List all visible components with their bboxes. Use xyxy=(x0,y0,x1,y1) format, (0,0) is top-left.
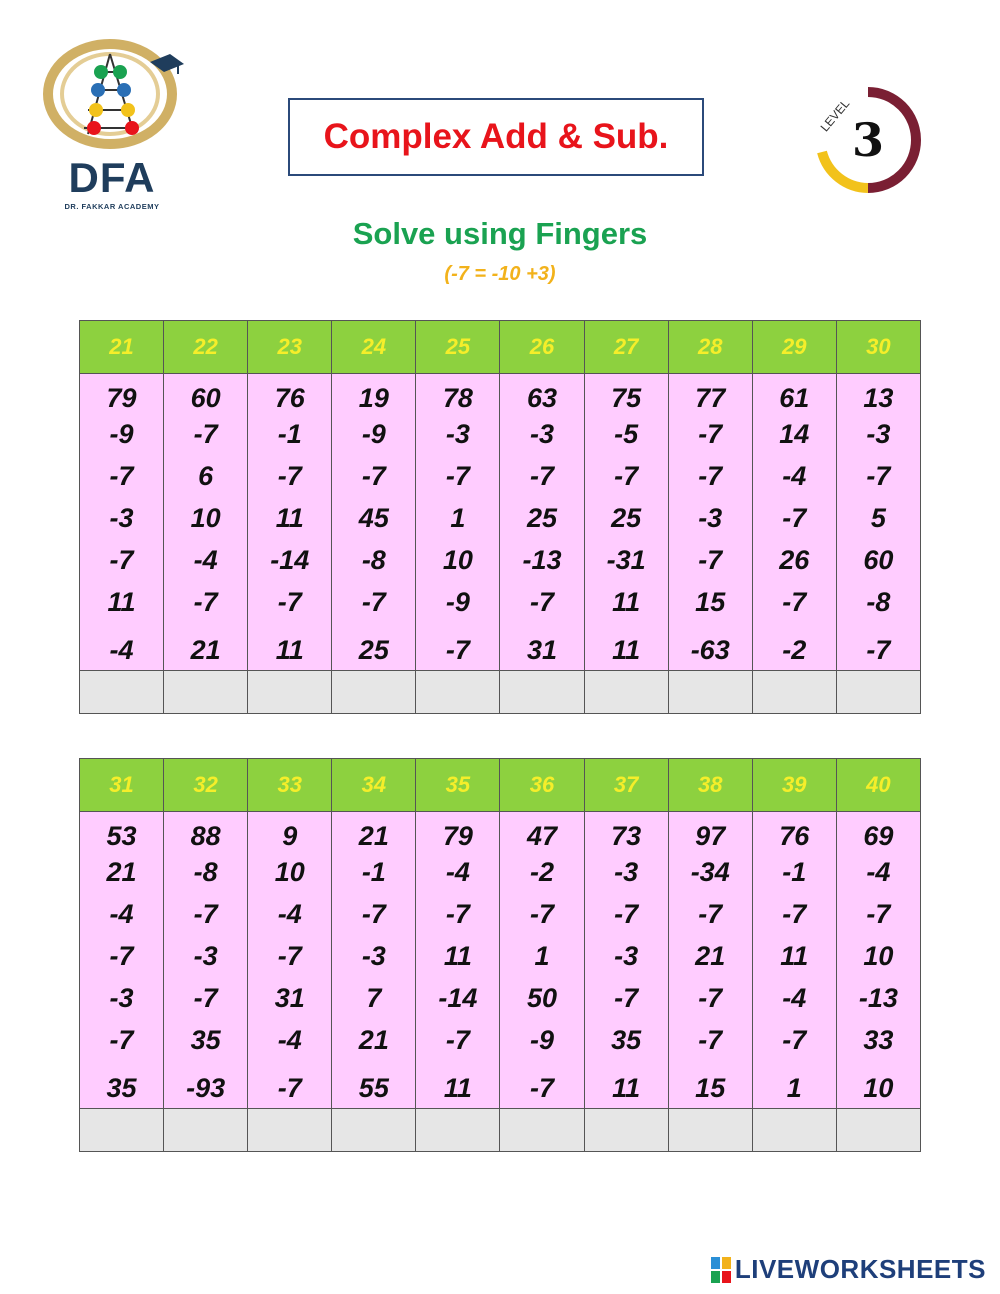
problem-number: -9 xyxy=(109,419,134,449)
problem-number: 11 xyxy=(780,941,809,971)
problem-number: -7 xyxy=(530,899,555,929)
problem-number: 50 xyxy=(526,983,558,1013)
problem-number: -63 xyxy=(690,635,730,665)
column-header: 31 xyxy=(80,759,164,812)
problem-number: 25 xyxy=(526,503,558,533)
problem-number: -7 xyxy=(698,545,723,575)
problem-number: -7 xyxy=(277,941,302,971)
problem-number: -7 xyxy=(109,461,134,491)
problem-number: -34 xyxy=(690,857,730,887)
column-header: 29 xyxy=(752,321,836,374)
problem-column xyxy=(837,812,920,1108)
problem-number: -7 xyxy=(614,461,639,491)
problem-number: 47 xyxy=(526,821,558,851)
problem-number: -4 xyxy=(782,461,807,491)
answer-field[interactable] xyxy=(836,671,920,714)
problem-number: -14 xyxy=(438,983,478,1013)
column-header: 28 xyxy=(668,321,752,374)
problem-number: 75 xyxy=(611,383,642,413)
problem-number: -7 xyxy=(361,461,386,491)
answer-field[interactable] xyxy=(80,671,164,714)
problem-number: 61 xyxy=(779,383,810,413)
answer-field[interactable] xyxy=(416,1109,500,1152)
problem-column xyxy=(585,374,668,670)
worksheet-table-2 xyxy=(79,758,921,1152)
footer-brand[interactable] xyxy=(711,1254,986,1285)
problem-number: 11 xyxy=(275,503,304,533)
problem-number: -8 xyxy=(361,545,386,575)
answer-field[interactable] xyxy=(332,1109,416,1152)
problem-number: -3 xyxy=(614,857,639,887)
problem-number: -3 xyxy=(445,419,470,449)
level-label: LEVEL xyxy=(817,96,853,135)
answer-field[interactable] xyxy=(836,1109,920,1152)
problem-number: -7 xyxy=(193,899,218,929)
problem-number: 11 xyxy=(107,587,136,617)
problem-number: -93 xyxy=(186,1073,226,1103)
answer-field[interactable] xyxy=(332,671,416,714)
footer-brand-text: LIVEWORKSHEETS xyxy=(734,1254,986,1284)
column-header: 38 xyxy=(668,759,752,812)
problem-column xyxy=(416,374,499,670)
column-header: 33 xyxy=(248,759,332,812)
answer-field[interactable] xyxy=(248,671,332,714)
problem-number: 10 xyxy=(863,1073,894,1103)
problem-column xyxy=(248,374,331,670)
problem-number: 33 xyxy=(863,1025,894,1055)
problem-column xyxy=(500,374,583,670)
problem-number: 79 xyxy=(106,383,137,413)
problem-number: 60 xyxy=(190,383,221,413)
problem-column xyxy=(753,374,836,670)
problem-number: 25 xyxy=(358,635,389,665)
problem-number: -3 xyxy=(614,941,639,971)
problem-column xyxy=(669,812,752,1108)
problem-number: -7 xyxy=(193,983,218,1013)
instruction-subtitle: Solve using Fingers xyxy=(352,216,648,251)
problem-number: -4 xyxy=(193,545,218,575)
problem-number: -4 xyxy=(866,857,891,887)
problem-number: 26 xyxy=(779,545,810,575)
problem-number: -4 xyxy=(277,1025,302,1055)
answer-field[interactable] xyxy=(164,1109,248,1152)
problem-number: 55 xyxy=(358,1073,389,1103)
problem-number: -3 xyxy=(361,941,386,971)
problem-number: -7 xyxy=(698,419,723,449)
problem-number: 6 xyxy=(198,461,214,491)
column-header: 40 xyxy=(836,759,920,812)
problem-number: -1 xyxy=(782,857,807,887)
column-header: 26 xyxy=(500,321,584,374)
column-header: 36 xyxy=(500,759,584,812)
problem-number: -3 xyxy=(109,983,134,1013)
logo-subtitle: DR. FAKKAR ACADEMY xyxy=(64,202,160,211)
problem-number: -5 xyxy=(614,419,639,449)
answer-field[interactable] xyxy=(752,1109,836,1152)
problem-number: -8 xyxy=(866,587,891,617)
problem-number: -7 xyxy=(109,1025,134,1055)
logo-wordmark: DFA xyxy=(68,154,156,201)
problem-number: -7 xyxy=(361,587,386,617)
answer-field[interactable] xyxy=(248,1109,332,1152)
column-header: 34 xyxy=(332,759,416,812)
problem-column xyxy=(332,374,415,670)
problem-number: 77 xyxy=(695,383,726,413)
answer-field[interactable] xyxy=(500,1109,584,1152)
problem-number: 11 xyxy=(443,1073,472,1103)
problem-number: -7 xyxy=(109,941,134,971)
problem-number: 11 xyxy=(443,941,472,971)
answer-field[interactable] xyxy=(668,671,752,714)
column-header: 21 xyxy=(80,321,164,374)
column-header: 27 xyxy=(584,321,668,374)
problem-number: 11 xyxy=(612,1073,641,1103)
instruction-hint: (-7 = -10 +3) xyxy=(444,263,556,285)
brain-abacus-icon xyxy=(38,32,186,152)
level-badge xyxy=(812,84,924,196)
column-header: 23 xyxy=(248,321,332,374)
problem-number: 21 xyxy=(695,941,726,971)
problem-number: -7 xyxy=(698,461,723,491)
answer-row xyxy=(80,1109,921,1152)
problem-number: 21 xyxy=(190,635,221,665)
worksheet-table-1 xyxy=(79,320,921,714)
problem-number: -4 xyxy=(782,983,807,1013)
column-header: 37 xyxy=(584,759,668,812)
problem-number: -3 xyxy=(193,941,218,971)
problem-number: 76 xyxy=(274,383,305,413)
answer-field[interactable] xyxy=(584,671,668,714)
answer-row xyxy=(80,671,921,714)
problem-number: -7 xyxy=(698,899,723,929)
column-header: 22 xyxy=(164,321,248,374)
problem-number: -4 xyxy=(445,857,470,887)
problem-number: 21 xyxy=(358,1025,389,1055)
problem-number: -7 xyxy=(866,899,891,929)
problem-number: -3 xyxy=(866,419,891,449)
problem-number: 45 xyxy=(358,503,389,533)
page-title-text: Complex Add & Sub. xyxy=(323,117,669,156)
problem-number: -2 xyxy=(530,857,555,887)
problem-number: -9 xyxy=(361,419,386,449)
problem-number: -1 xyxy=(361,857,386,887)
problem-number: 7 xyxy=(366,983,382,1013)
problem-number: 21 xyxy=(358,821,389,851)
problem-number: 88 xyxy=(190,821,221,851)
problem-number: 97 xyxy=(695,821,726,851)
problem-number: 5 xyxy=(870,503,886,533)
problem-number: 25 xyxy=(611,503,642,533)
table-header-row xyxy=(80,321,921,374)
problem-number: -9 xyxy=(445,587,470,617)
problem-column xyxy=(80,812,163,1108)
column-header: 39 xyxy=(752,759,836,812)
problem-number: -13 xyxy=(522,545,562,575)
problem-number: -7 xyxy=(277,587,302,617)
problem-number: -4 xyxy=(109,635,134,665)
problem-number: 31 xyxy=(274,983,305,1013)
problem-number: -7 xyxy=(698,983,723,1013)
problem-number: 79 xyxy=(442,821,473,851)
problem-column xyxy=(500,812,583,1108)
table-header-row xyxy=(80,759,921,812)
problem-column xyxy=(416,812,499,1108)
problem-column xyxy=(753,812,836,1108)
page-title xyxy=(288,98,704,176)
problem-number: -7 xyxy=(530,1073,555,1103)
problem-number: 31 xyxy=(526,635,558,665)
problem-column xyxy=(585,812,668,1108)
problem-number: -7 xyxy=(782,1025,807,1055)
column-header: 24 xyxy=(332,321,416,374)
answer-field[interactable] xyxy=(752,671,836,714)
problem-row xyxy=(80,812,921,1109)
problem-number: 78 xyxy=(442,383,473,413)
problem-number: -2 xyxy=(782,635,807,665)
problem-number: 76 xyxy=(779,821,810,851)
answer-field[interactable] xyxy=(668,1109,752,1152)
problem-number: 1 xyxy=(534,941,550,971)
problem-number: -14 xyxy=(270,545,310,575)
problem-number: 69 xyxy=(863,821,894,851)
problem-column xyxy=(80,374,163,670)
problem-column xyxy=(164,812,247,1108)
answer-field[interactable] xyxy=(500,671,584,714)
problem-number: 10 xyxy=(190,503,221,533)
problem-number: -4 xyxy=(277,899,302,929)
problem-number: 19 xyxy=(358,383,389,413)
problem-number: 11 xyxy=(612,587,641,617)
problem-number: -7 xyxy=(782,587,807,617)
problem-number: -3 xyxy=(698,503,723,533)
problem-number: 10 xyxy=(863,941,894,971)
problem-number: 11 xyxy=(275,635,304,665)
problem-number: 60 xyxy=(863,545,894,575)
problem-number: -31 xyxy=(606,545,646,575)
answer-field[interactable] xyxy=(416,671,500,714)
column-header: 30 xyxy=(836,321,920,374)
problem-number: 73 xyxy=(611,821,642,851)
problem-column xyxy=(669,374,752,670)
problem-column xyxy=(332,812,415,1108)
problem-number: 13 xyxy=(863,383,894,413)
problem-number: -8 xyxy=(193,857,218,887)
problem-number: -7 xyxy=(530,461,555,491)
problem-number: -7 xyxy=(614,983,639,1013)
problem-number: -7 xyxy=(866,461,891,491)
problem-number: 11 xyxy=(612,635,641,665)
problem-number: -9 xyxy=(530,1025,555,1055)
problem-number: -3 xyxy=(109,503,134,533)
problem-number: 14 xyxy=(779,419,810,449)
problem-number: -13 xyxy=(858,983,898,1013)
problem-number: -7 xyxy=(445,899,470,929)
column-header: 32 xyxy=(164,759,248,812)
column-header: 25 xyxy=(416,321,500,374)
problem-number: 1 xyxy=(786,1073,802,1103)
problem-number: -7 xyxy=(361,899,386,929)
problem-number: 10 xyxy=(442,545,473,575)
problem-number: -7 xyxy=(193,419,218,449)
problem-number: -7 xyxy=(698,1025,723,1055)
problem-number: 10 xyxy=(274,857,305,887)
problem-row xyxy=(80,374,921,671)
problem-number: -7 xyxy=(193,587,218,617)
problem-number: 15 xyxy=(695,587,726,617)
problem-number: -7 xyxy=(277,461,302,491)
academy-logo xyxy=(38,32,186,212)
problem-number: -7 xyxy=(614,899,639,929)
problem-number: -7 xyxy=(445,461,470,491)
problem-number: -7 xyxy=(109,545,134,575)
answer-field[interactable] xyxy=(80,1109,164,1152)
level-number: 3 xyxy=(851,113,885,167)
problem-column xyxy=(164,374,247,670)
answer-field[interactable] xyxy=(584,1109,668,1152)
problem-number: -7 xyxy=(445,1025,470,1055)
problem-number: 21 xyxy=(106,857,137,887)
problem-number: 15 xyxy=(695,1073,726,1103)
problem-number: 35 xyxy=(611,1025,642,1055)
problem-number: -7 xyxy=(782,503,807,533)
problem-number: 53 xyxy=(106,821,137,851)
problem-number: 9 xyxy=(282,821,298,851)
answer-field[interactable] xyxy=(164,671,248,714)
problem-number: -7 xyxy=(866,635,891,665)
problem-number: -7 xyxy=(445,635,470,665)
problem-number: -1 xyxy=(277,419,302,449)
liveworksheets-logo-icon xyxy=(711,1257,731,1283)
problem-number: -7 xyxy=(530,587,555,617)
problem-number: -3 xyxy=(530,419,555,449)
problem-column xyxy=(837,374,920,670)
problem-number: -7 xyxy=(782,899,807,929)
problem-column xyxy=(248,812,331,1108)
problem-number: -4 xyxy=(109,899,134,929)
column-header: 35 xyxy=(416,759,500,812)
problem-number: 35 xyxy=(190,1025,221,1055)
problem-number: 1 xyxy=(450,503,466,533)
problem-number: 63 xyxy=(526,383,558,413)
problem-number: -7 xyxy=(277,1073,302,1103)
problem-number: 35 xyxy=(106,1073,137,1103)
